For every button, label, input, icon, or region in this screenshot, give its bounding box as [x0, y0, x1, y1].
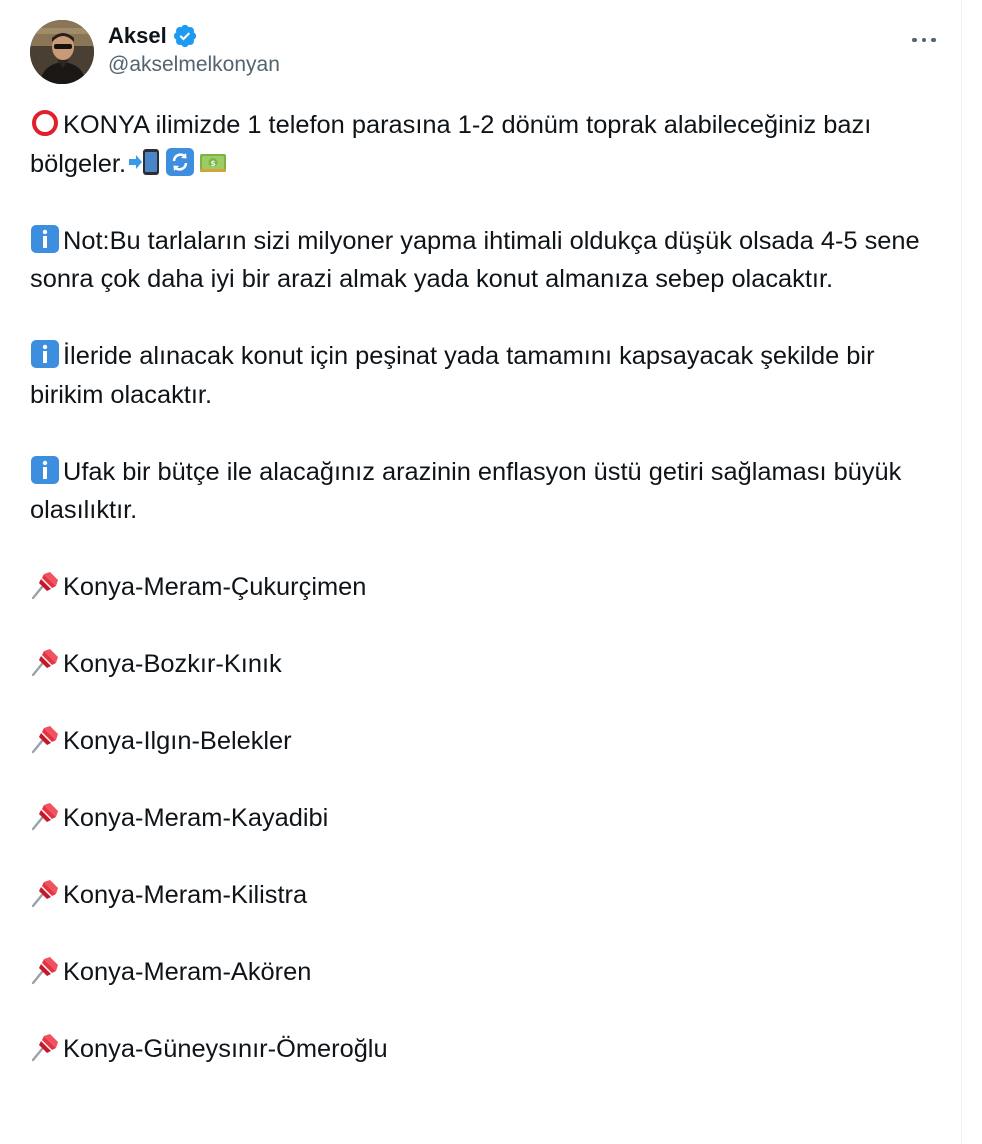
pushpin-icon	[30, 724, 60, 754]
tweet-text	[30, 106, 942, 1069]
arrows-counterclockwise-icon	[165, 147, 195, 177]
location-line	[30, 645, 942, 684]
note-text: Not:Bu tarlaların sizi milyoner yapma ihtimali oldukça düşük olsada 4-5 sene sonra çok daha iyi bir arazi almak yada konut almanıza sebep olacaktır.	[30, 226, 920, 293]
author-names	[108, 20, 280, 77]
location-line	[30, 568, 942, 607]
pushpin-icon	[30, 955, 60, 985]
pushpin-icon	[30, 647, 60, 677]
mobile-phone-arrow-icon	[128, 147, 162, 177]
location-line	[30, 799, 942, 838]
location-line	[30, 722, 942, 761]
avatar-photo	[30, 20, 94, 84]
svg-text:$: $	[210, 158, 216, 168]
tweet-header	[30, 20, 940, 84]
note-text: İleride alınacak konut için peşinat yada tamamını kapsayacak şekilde bir birikim olacaktır.	[30, 342, 875, 409]
information-icon	[30, 455, 60, 485]
hollow-red-circle-icon	[30, 108, 60, 138]
intro-text: KONYA ilimizde 1 telefon parasına 1-2 dönüm toprak alabileceğiniz bazı bölgeler.	[30, 111, 872, 178]
location-text: Konya-Meram-Çukurçimen	[63, 573, 367, 601]
information-icon	[30, 339, 60, 369]
pushpin-icon	[30, 570, 60, 600]
more-options-icon[interactable]	[908, 24, 940, 56]
location-text: Konya-Güneysınır-Ömeroğlu	[63, 1035, 388, 1063]
location-line	[30, 953, 942, 992]
intro-paragraph	[30, 106, 942, 183]
display-name[interactable]: Aksel	[108, 23, 167, 48]
information-icon	[30, 224, 60, 254]
location-line	[30, 876, 942, 915]
note-text: Ufak bir bütçe ile alacağınız arazinin enflasyon üstü getiri sağlaması büyük olasılıktır.	[30, 457, 902, 524]
location-text: Konya-Bozkır-Kınık	[63, 650, 282, 678]
verified-badge-icon	[172, 23, 198, 49]
location-text: Konya-Meram-Kilistra	[63, 881, 308, 909]
location-text: Konya-Ilgın-Belekler	[63, 727, 292, 755]
money-bill-icon	[198, 147, 228, 177]
note-paragraph	[30, 453, 942, 530]
location-text: Konya-Meram-Kayadibi	[63, 804, 329, 832]
note-paragraph	[30, 337, 942, 414]
location-text: Konya-Meram-Akören	[63, 958, 312, 986]
pushpin-icon	[30, 1032, 60, 1062]
location-line	[30, 1030, 942, 1069]
author-handle[interactable]: @akselmelkonyan	[108, 53, 280, 76]
avatar[interactable]	[30, 20, 94, 84]
pushpin-icon	[30, 878, 60, 908]
pushpin-icon	[30, 801, 60, 831]
note-paragraph	[30, 222, 942, 299]
